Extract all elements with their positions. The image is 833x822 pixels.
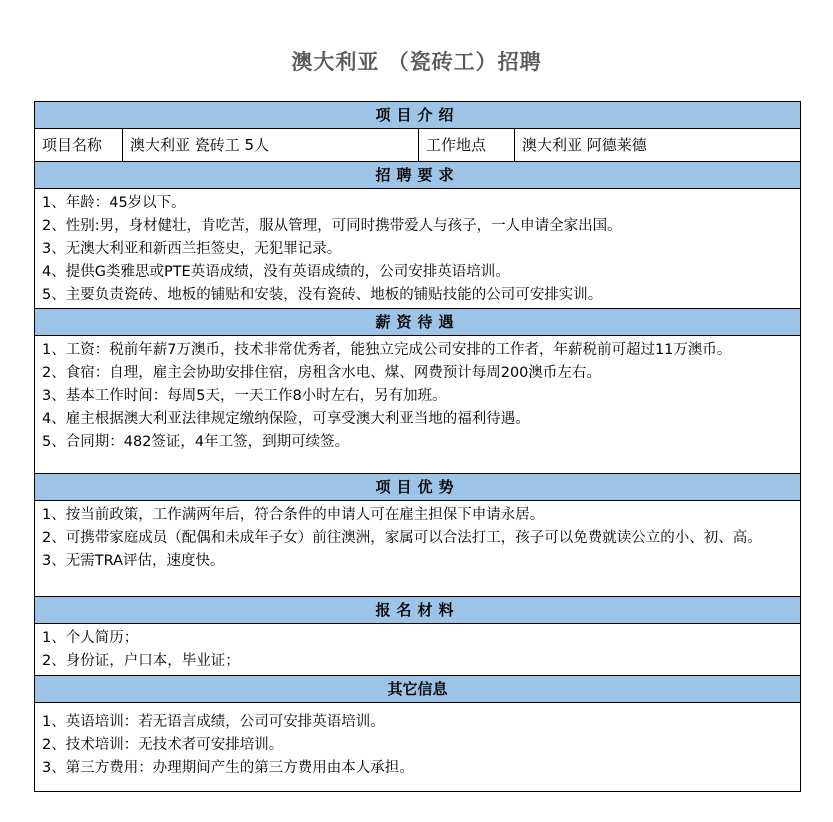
list-item: 2、性别:男，身材健壮，肯吃苦，服从管理，可同时携带爱人与孩子，一人申请全家出国。 [42, 218, 622, 234]
list-item: 3、基本工作时间：每周5天，一天工作8小时左右，另有加班。 [42, 388, 447, 404]
list-item: 1、按当前政策，工作满两年后，符合条件的申请人可在雇主担保下申请永居。 [42, 507, 545, 523]
other-info-body [35, 703, 801, 792]
list-item: 1、年龄：45岁以下。 [42, 195, 186, 211]
project-name-value: 澳大利亚 瓷砖工 5人 [123, 129, 419, 161]
work-location-label: 工作地点 [419, 129, 515, 161]
list-item: 2、技术培训：无技术者可安排培训。 [42, 737, 284, 753]
project-name-label: 项目名称 [35, 129, 123, 161]
section-header-materials: 报名材料 [35, 597, 801, 624]
list-item: 3、无需TRA评估，速度快。 [42, 553, 225, 569]
list-item: 3、第三方费用：办理期间产生的第三方费用由本人承担。 [42, 760, 414, 776]
page-title: 澳大利亚 （瓷砖工）招聘 [291, 49, 542, 74]
requirements-body [35, 189, 801, 309]
advantages-body [35, 501, 801, 597]
materials-body [35, 624, 801, 676]
list-item: 2、食宿：自理，雇主会协助安排住宿，房租含水电、煤、网费预计每周200澳币左右。 [42, 365, 601, 381]
section-header-requirements: 招聘要求 [35, 162, 801, 189]
list-item: 5、合同期：482签证，4年工签，到期可续签。 [42, 434, 350, 450]
list-item: 4、雇主根据澳大利亚法律规定缴纳保险，可享受澳大利亚当地的福利待遇。 [42, 411, 530, 427]
list-item: 4、提供G类雅思或PTE英语成绩，没有英语成绩的，公司安排英语培训。 [42, 264, 510, 280]
list-item: 2、可携带家庭成员（配偶和未成年子女）前往澳洲，家属可以合法打工，孩子可以免费就读公立的小、初、高。 [42, 530, 762, 546]
salary-body [35, 336, 801, 474]
section-header-project-intro: 项目介绍 [35, 102, 801, 129]
project-info-row [35, 129, 801, 162]
list-item: 1、英语培训：若无语言成绩，公司可安排英语培训。 [42, 714, 385, 730]
section-header-salary: 薪资待遇 [35, 309, 801, 336]
recruitment-table [34, 101, 801, 792]
work-location-value: 澳大利亚 阿德莱德 [515, 129, 801, 161]
list-item: 3、无澳大利亚和新西兰拒签史，无犯罪记录。 [42, 241, 342, 257]
list-item: 1、工资：税前年薪7万澳币，技术非常优秀者，能独立完成公司安排的工作者，年薪税前可超过11万澳币。 [42, 342, 732, 358]
list-item: 1、个人简历； [42, 630, 139, 646]
section-header-advantages: 项目优势 [35, 474, 801, 501]
list-item: 5、主要负责瓷砖、地板的铺贴和安装，没有瓷砖、地板的铺贴技能的公司可安排实训。 [42, 287, 603, 303]
list-item: 2、身份证，户口本，毕业证； [42, 653, 240, 669]
section-header-other-info: 其它信息 [35, 676, 801, 703]
